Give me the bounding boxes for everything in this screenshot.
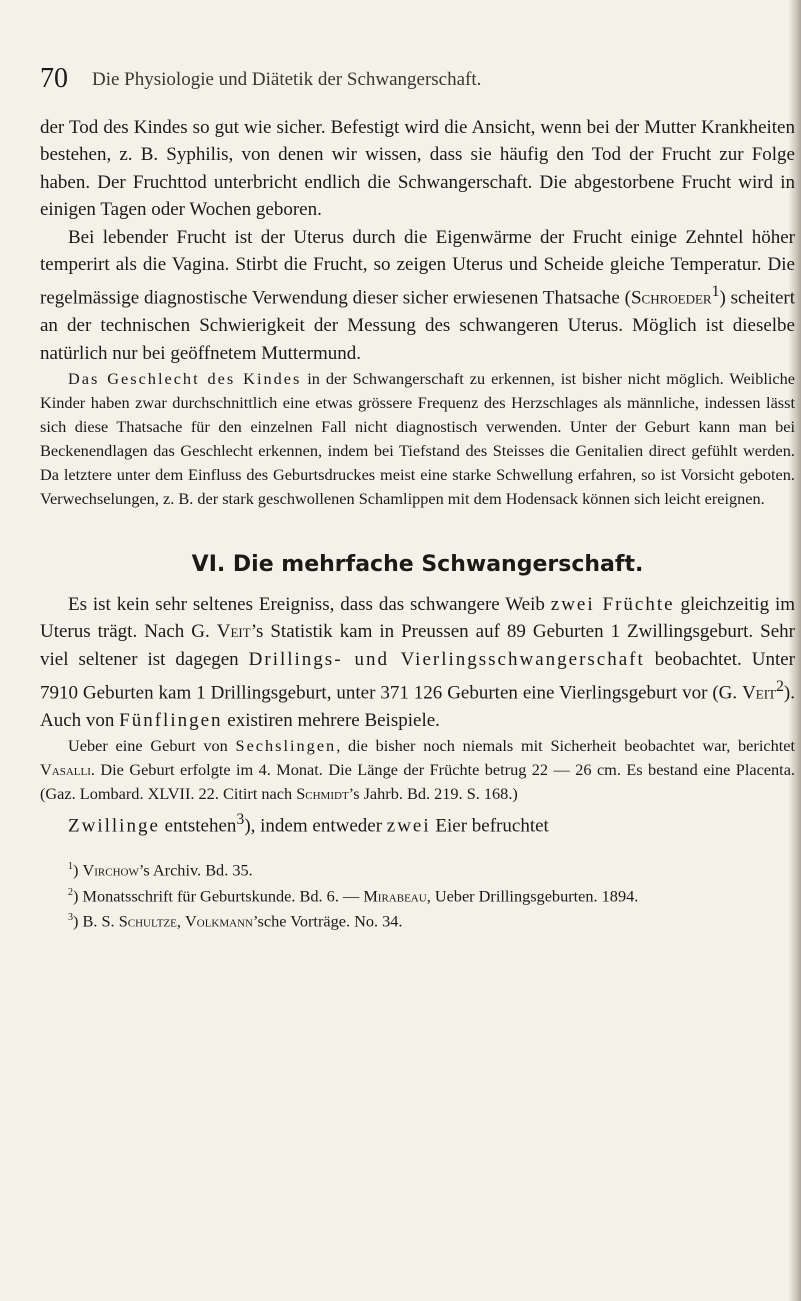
footnote-ref: 2 [776, 678, 784, 696]
paragraph-fetal-death: der Tod des Kindes so gut wie sicher. Befestigt wird die Ansicht, wenn bei der Mutter Krankheiten bestehen, z. B. Syphilis, von denen wir wissen, dass sie häufig den Tod der Frucht zur Folge haben. Der Fruchttod unterbricht endlich die Schwangerschaft. Die abgestorbene Frucht wird in einigen Tagen oder Wochen geboren. [40, 117, 795, 221]
author-name: Schmidt [296, 784, 349, 804]
text-segment: ) scheitert an der technischen Schwierigkeit der Messung des schwangeren Uterus. Möglich ist dieselbe natürlich nur bei geöffnetem Muttermund. [40, 287, 795, 364]
spaced-term: Das Geschlecht des Kindes [68, 368, 302, 388]
text-segment: ’sche Vorträge. No. 34. [252, 911, 403, 931]
paragraph-sex-of-child [40, 367, 795, 511]
text-segment: ’s Statistik kam in Preussen auf 89 Geburten 1 Zwillingsgeburt. Sehr viel seltener ist dagegen [40, 621, 796, 670]
footnote-ref: 1 [711, 283, 720, 301]
author-name: Mirabeau [363, 885, 427, 905]
text-segment: , [176, 911, 185, 931]
spaced-term: zwei [386, 815, 431, 837]
footnote-mark: 1 [68, 861, 73, 873]
text-segment: B. S. [82, 911, 119, 931]
footnote-separator [40, 846, 795, 850]
author-name: Schultze [118, 911, 177, 931]
footnote: $^3$) B. S. Schultze, Volkmann’sche Vorträge. No. 34. [68, 911, 403, 931]
text-segment: Monatsschrift für Geburtskunde. Bd. 6. — [82, 885, 364, 905]
book-page [40, 64, 795, 932]
text-segment: entstehen [159, 815, 237, 837]
page-number: 70 [40, 63, 68, 94]
spaced-term: Sechslingen [235, 736, 337, 756]
text-segment: . Die Geburt erfolgte im 4. Monat. Die Länge der Früchte betrug 22 — 26 cm. Es bestand eine Placenta. (Gaz. Lombard. XLVII. 22. Citirt nach [40, 760, 795, 804]
section-heading: VI. Die mehrfache Schwangerschaft. [191, 551, 644, 577]
footnotes [40, 856, 795, 932]
text-segment: ), indem entweder [244, 815, 387, 837]
footnote: $^1$) Virchow’s Archiv. Bd. 35. [68, 860, 253, 880]
text-segment: in der Schwangerschaft zu erkennen, ist bisher nicht möglich. Weibliche Kinder haben zwar durchschnittlich eine etwas grössere Frequenz des Herzschlages als männliche, indessen lässt sich diese Thatsache für den einzelnen Fall nicht diagnostisch verwenden. Unter der Geburt kann man bei Beckenendlagen das Geschlecht erkennen, indem bei Tiefstand des Steisses die Genitalien direct gefühlt werden. Da letztere unter dem Einfluss des Geburtsdruckes meist eine starke Schwellung erfahren, so ist Vorsicht geboten. Verwechselungen, z. B. der stark geschwollenen Schamlippen mit dem Hodensack können sich leicht ereignen. [40, 368, 795, 508]
footnote-mark: 3 [68, 911, 73, 923]
text-segment: ’s Archiv. Bd. 35. [138, 860, 253, 880]
author-name: Volkmann [185, 911, 253, 931]
paragraph-sextuplets [40, 734, 795, 806]
footnote: $^2$) Monatsschrift für Geburtskunde. Bd. 6. — Mirabeau, Ueber Drillingsgeburten. 1894. [68, 885, 639, 905]
text-segment: Ueber eine Geburt von [68, 736, 236, 756]
text-segment: ’s Jahrb. Bd. 219. S. 168.) [348, 784, 518, 804]
footnote-ref: 3 [236, 811, 245, 829]
running-title: Die Physiologie und Diätetik der Schwangerschaft. [92, 69, 482, 90]
text-segment: , Ueber Drillingsgeburten. 1894. [426, 885, 639, 905]
spaced-term: Drillings- und Vierlingsschwangerschaft [248, 648, 645, 670]
paragraph-temperature [40, 224, 795, 367]
paragraph-multiple-pregnancy [40, 591, 795, 734]
text-segment: existiren mehrere Beispiele. [222, 709, 440, 731]
author-name: Virchow [82, 860, 139, 880]
spaced-term: Zwillinge [68, 815, 160, 837]
body-text [40, 114, 795, 932]
text-segment: , die bisher noch niemals mit Sicherheit beobachtet war, berichtet [336, 736, 795, 756]
paragraph-twins [40, 806, 795, 840]
text-segment: beobachtet. Unter 7910 Geburten kam 1 Drillingsgeburt, unter 371 126 Geburten eine Vierlingsgeburt vor (G. [40, 648, 795, 704]
spaced-term: zwei Früchte [550, 593, 675, 615]
author-name: Vasalli [40, 760, 91, 780]
author-name: Veit [742, 682, 776, 704]
text-segment: Es ist kein sehr seltenes Ereigniss, dass das schwangere Weib [68, 593, 551, 615]
text-segment: ). Auch von [40, 682, 795, 731]
author-name: Veit [216, 621, 251, 643]
text-segment: Eier befruchtet [430, 815, 549, 837]
text-segment: gleichzeitig im Uterus trägt. Nach G. [40, 593, 796, 643]
footnote-mark: 2 [68, 886, 73, 898]
spaced-term: Fünflingen [119, 709, 223, 731]
author-name: Schroeder [630, 287, 712, 309]
page-header [40, 64, 795, 94]
text-segment: Bei lebender Frucht ist der Uterus durch die Eigenwärme der Frucht einige Zehntel höher temperirt als die Vagina. Stirbt die Frucht, so zeigen Uterus und Scheide gleiche Temperatur. Die regelmässige diagnostische Verwendung dieser sicher erwiesenen Thatsache ( [40, 226, 795, 309]
